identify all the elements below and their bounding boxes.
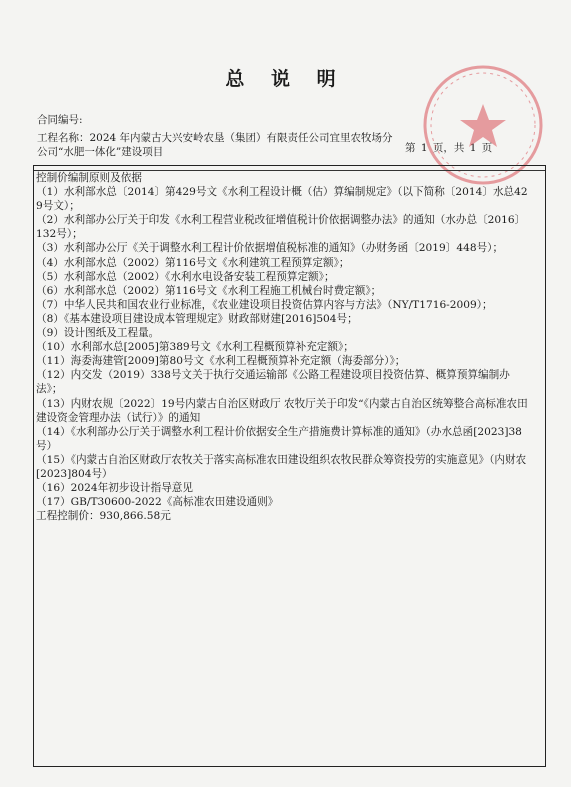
basis-item: （6）水利部水总（2002）第116号文《水利工程施工机械台时费定额》；: [36, 284, 382, 297]
basis-item: （13）内财农规〔2022〕19号内蒙古自治区财政厅 农牧厅关于印发“《内蒙古自治区统筹整合高标准农田建设资金管理办法（试行）》的通知: [36, 397, 528, 424]
basis-item: （3）水利部办公厅《关于调整水利工程计价依据增值税标准的通知》（办财务函〔2019〕448号）；: [36, 242, 504, 255]
contract-number-label: 合同编号:: [37, 114, 83, 126]
basis-item: （14）《水利部办公厅关于调整水利工程计价依据安全生产措施费计算标准的通知》（办水总函[2023]38号）: [36, 425, 522, 452]
basis-item: （15）《内蒙古自治区财政厅农牧关于落实高标准农田建设组织农牧民群众筹资投劳的实施意见》（内财农[2023]804号）: [36, 453, 527, 480]
basis-item: （8）《基本建设项目建设成本管理规定》财政部财建[2016]504号；: [36, 312, 358, 325]
project-name: 工程名称：2024 年内蒙古大兴安岭农垦（集团）有限责任公司宜里农牧场分公司“水肥一体化”建设项目: [37, 132, 393, 158]
basis-item: （9）设计图纸及工程量。: [36, 327, 160, 340]
basis-item: （11）海委海建管[2009]第80号文《水利工程概预算补充定额（海委部分）》；: [36, 355, 406, 368]
basis-item: （2）水利部办公厅关于印发《水利工程营业税改征增值税计价依据调整办法》的通知（水办总〔2016〕132号）；: [36, 214, 526, 241]
basis-item: （10）水利部水总[2005]第389号文《水利工程概预算补充定额》；: [36, 341, 354, 354]
basis-item: （5）水利部水总（2002）《水利水电设备安装工程预算定额》；: [36, 270, 335, 283]
basis-item: （4）水利部水总（2002）第116号文《水利建筑工程预算定额》；: [36, 256, 350, 269]
section-heading: 控制价编制原则及依据: [36, 172, 142, 184]
content-body: [36, 171, 528, 523]
basis-item: （1）水利部水总〔2014〕第429号文《水利工程设计概（估）算编制规定》（以下简称〔2014〕水总429号文）；: [36, 186, 528, 213]
basis-item: （12）内交发（2019）338号文关于执行交通运输部《公路工程建设项目投资估算、概算预算编制办法》；: [36, 369, 510, 396]
control-price: 工程控制价：930,866.58元: [36, 510, 171, 523]
page-number: 第 1 页，共 1 页: [405, 142, 493, 154]
basis-item: （17）GB/T30600-2022《高标准农田建设通则》: [36, 496, 279, 509]
basis-item: （16）2024年初步设计指导意见: [36, 482, 193, 495]
document-title: 总 说 明: [225, 68, 346, 90]
basis-item: （7）中华人民共和国农业行业标准，《农业建设项目投资估算内容与方法》（NY/T1716-2009）；: [36, 298, 493, 311]
